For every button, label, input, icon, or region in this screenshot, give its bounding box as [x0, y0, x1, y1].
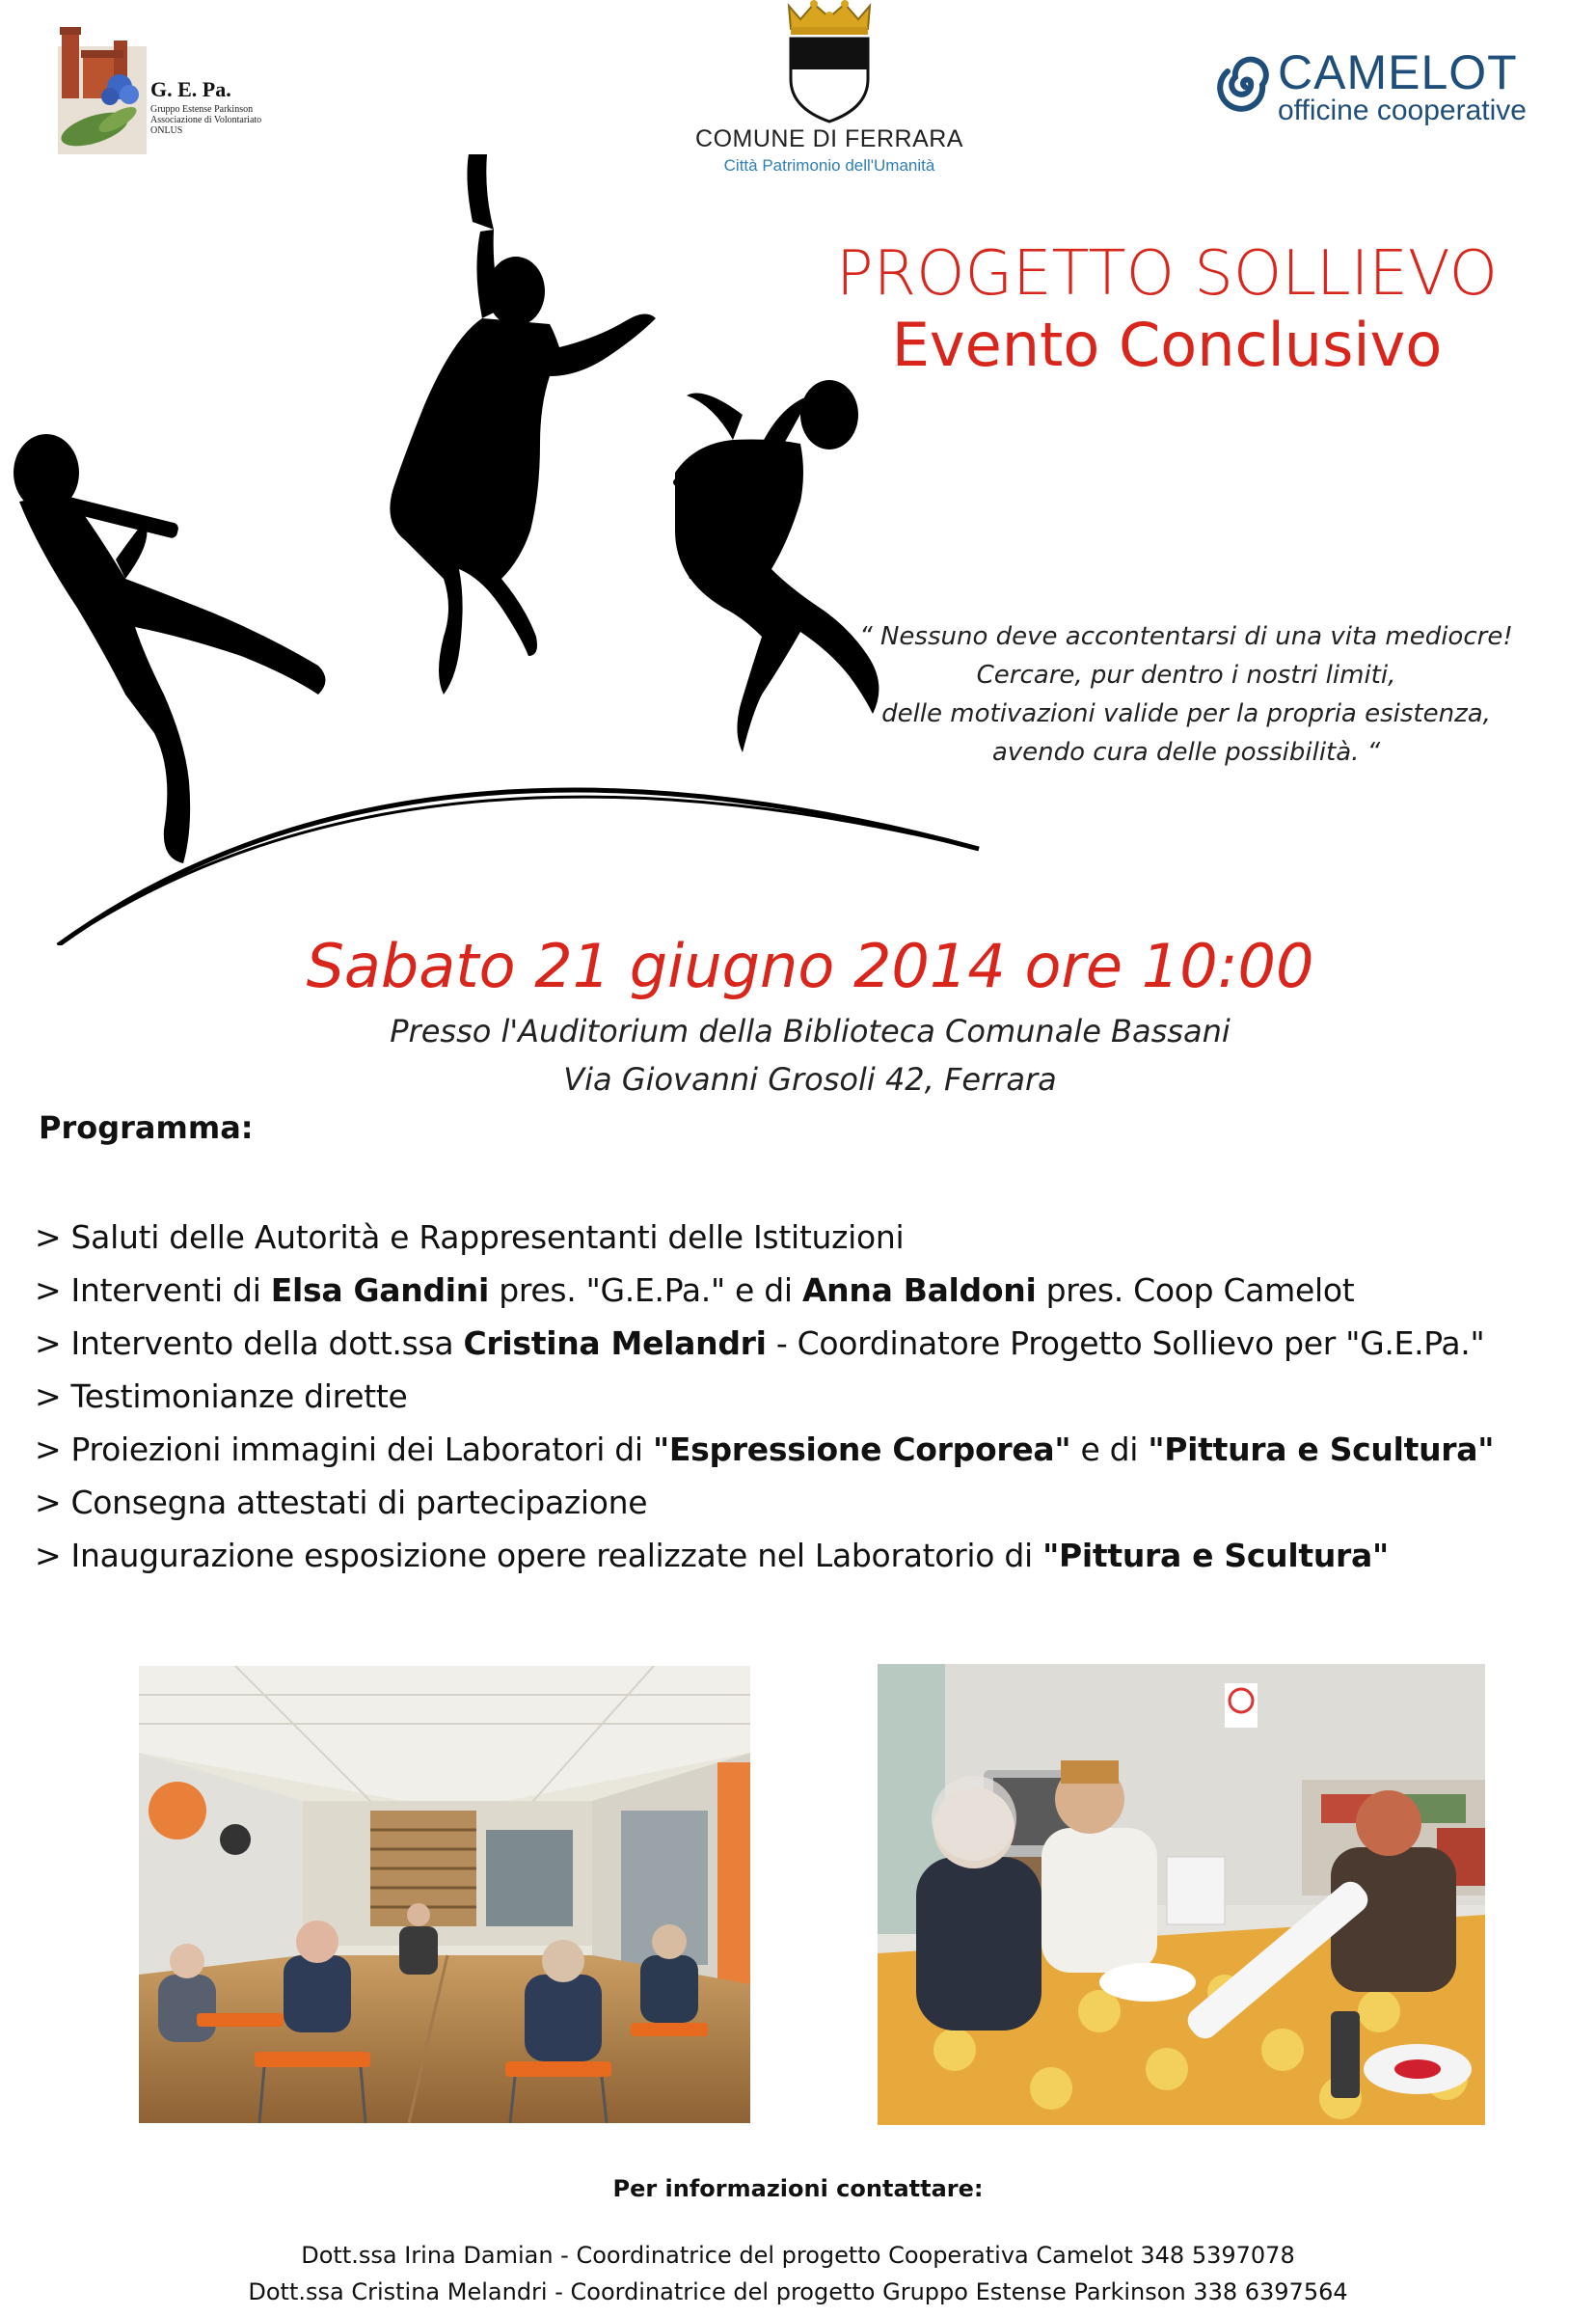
gepa-subtitle: Gruppo Estense Parkinson Associazione di Volontariato ONLUS [150, 104, 262, 136]
program-item-text: > Consegna attestati di partecipazione [35, 1484, 648, 1521]
ferrara-subtitle: Città Patrimonio dell'Umanità [723, 156, 935, 175]
program-item-text: > Inaugurazione esposizione opere realizzate nel Laboratorio di [35, 1537, 1043, 1574]
dancers-illustration [0, 154, 993, 945]
quote-line: “ Nessuno deve accontentarsi di una vita mediocre! [859, 622, 1513, 651]
camelot-subtitle: officine cooperative [1278, 95, 1527, 126]
ferrara-coat-of-arms-icon [665, 0, 993, 125]
quote-line: Cercare, pur dentro i nostri limiti, [976, 661, 1396, 690]
program-item [35, 1476, 1568, 1529]
program-item-highlight: "Pittura e Scultura" [1148, 1431, 1495, 1468]
flute-player-silhouette [14, 434, 326, 863]
event-title: PROGETTO SOLLIEVO [836, 238, 1498, 310]
program-list [35, 1211, 1568, 1582]
program-item-text: > Saluti delle Autorità e Rappresentanti delle Istituzioni [35, 1218, 905, 1256]
program-item-text: e di [1070, 1431, 1149, 1468]
camelot-logo [1210, 44, 1557, 131]
gym-photo-image [139, 1666, 750, 2123]
jumping-dancer-silhouette [390, 154, 656, 695]
event-address: Via Giovanni Grosoli 42, Ferrara [563, 1061, 1057, 1098]
program-item [35, 1529, 1568, 1582]
ferrara-name: COMUNE DI FERRARA [695, 125, 963, 152]
program-item-text: > Proiezioni immagini dei Laboratori di [35, 1431, 653, 1468]
program-item-highlight: "Espressione Corporea" [653, 1431, 1071, 1468]
camelot-name: CAMELOT [1278, 45, 1518, 99]
program-item-text: > Testimonianze dirette [35, 1377, 408, 1415]
program-item [35, 1423, 1568, 1476]
spiral-icon [1210, 48, 1278, 125]
program-item-highlight: "Pittura e Scultura" [1042, 1537, 1389, 1574]
event-venue: Presso l'Auditorium della Biblioteca Comunale Bassani [390, 1013, 1231, 1049]
event-date: Sabato 21 giugno 2014 ore 10:00 [306, 931, 1314, 1001]
contact-line: Dott.ssa Irina Damian - Coordinatrice del progetto Cooperativa Camelot 348 5397078 [301, 2242, 1295, 2269]
gepa-title: G. E. Pa. [150, 77, 231, 101]
quote-line: delle motivazioni valide per la propria esistenza, [881, 699, 1491, 728]
quote-line: avendo cura delle possibilità. “ [991, 738, 1381, 767]
program-item-highlight: Cristina Melandri [463, 1324, 767, 1362]
program-item [35, 1264, 1568, 1317]
program-item [35, 1317, 1568, 1370]
gepa-logo [56, 27, 278, 154]
program-item-text: pres. Coop Camelot [1036, 1271, 1355, 1309]
program-item-text: > Intervento della dott.ssa [35, 1324, 464, 1362]
photo-painting-lab [878, 1664, 1485, 2125]
program-item-text: > Interventi di [35, 1271, 271, 1309]
quote [820, 617, 1553, 772]
program-item [35, 1370, 1568, 1423]
contact-line: Dott.ssa Cristina Melandri - Coordinatrice del progetto Gruppo Estense Parkinson 338 6397564 [248, 2278, 1348, 2305]
event-subtitle: Evento Conclusivo [891, 310, 1443, 380]
program-item-highlight: Elsa Gandini [270, 1271, 489, 1309]
program-item-text: - Coordinatore Progetto Sollievo per "G.E.Pa." [766, 1324, 1485, 1362]
program-item-highlight: Anna Baldoni [801, 1271, 1037, 1309]
program-item [35, 1211, 1568, 1264]
photo-expression-lab [139, 1666, 750, 2123]
program-heading: Programma: [39, 1109, 254, 1146]
lab-photo-image [878, 1664, 1485, 2125]
program-item-text: pres. "G.E.Pa." e di [489, 1271, 802, 1309]
contacts-heading: Per informazioni contattare: [612, 2175, 984, 2202]
